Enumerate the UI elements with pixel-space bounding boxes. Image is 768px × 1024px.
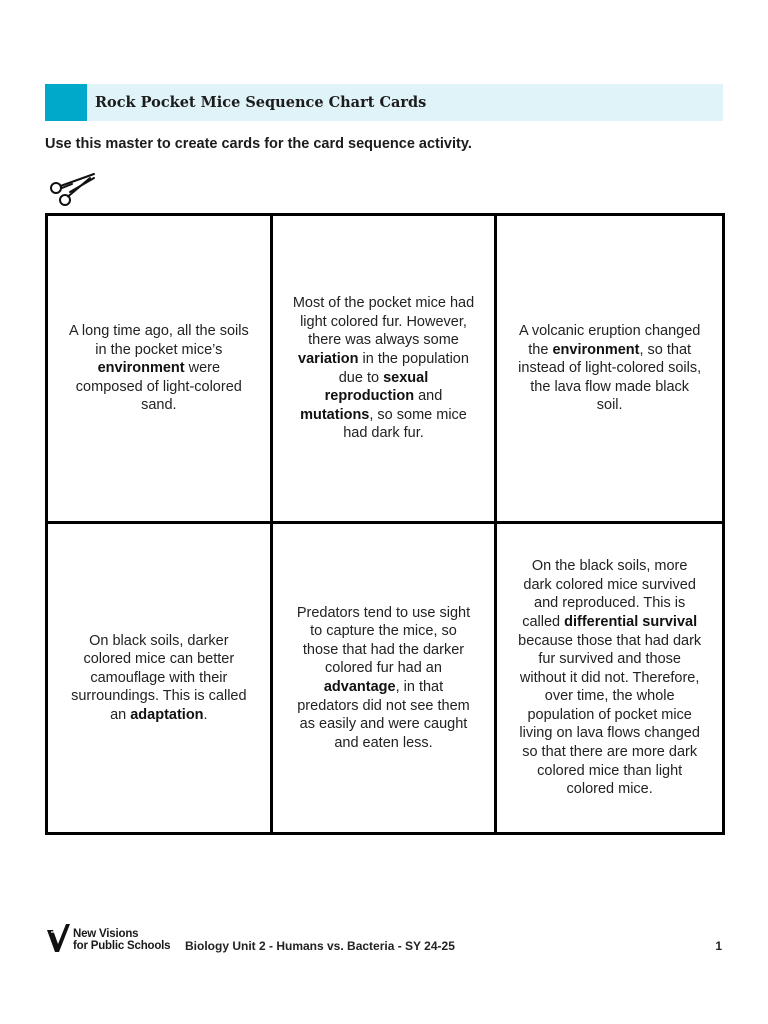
card-text-segment: , so that instead of light-colored soils, the lava flow made black soil. (518, 341, 702, 414)
card-text (293, 294, 475, 443)
card-keyword: mutations (300, 406, 370, 423)
card-text-segment: On black soils, darker colored mice can better camouflage with their surroundings. This is called an (71, 632, 247, 723)
card-text-segment: and (414, 388, 443, 405)
card-text-segment: A long time ago, all the soils in the pocket mice’s (68, 323, 249, 358)
card-text-segment: A volcanic eruption changed the (518, 323, 701, 358)
card-text-segment: were composed of light-colored sand. (75, 360, 242, 414)
footer-course-label: Biology Unit 2 - Humans vs. Bacteria - SY 24-25 (185, 939, 455, 953)
card-text-segment: . (203, 706, 208, 723)
instructions-text: Use this master to create cards for the card sequence activity. (45, 136, 472, 152)
title-bar (45, 84, 723, 121)
page-number: 1 (715, 939, 722, 953)
sequence-card-4 (48, 524, 273, 832)
card-text (293, 604, 475, 753)
card-keyword: environment (97, 360, 185, 377)
card-keyword: variation (298, 350, 359, 367)
card-text-segment: On the black soils, more dark colored mice survived and reproduced. This is called (522, 558, 696, 630)
scissors-icon (46, 166, 98, 208)
new-visions-logo (46, 924, 72, 952)
title-accent-block (45, 84, 87, 121)
card-keyword: advantage (323, 679, 396, 695)
card-keyword: environment (552, 341, 640, 358)
card-text (517, 322, 702, 415)
sequence-card-5 (273, 524, 498, 832)
footer-org-name (73, 928, 170, 952)
sequence-card-6 (497, 524, 722, 832)
sequence-card-1 (48, 216, 273, 524)
card-keyword: differential survival (564, 613, 698, 630)
footer-org-line2: for Public Schools (73, 940, 171, 952)
card-text (517, 557, 702, 799)
card-text-segment: because those that had dark fur survived and those without it did not. Therefore, over time, the whole population of pocket mice living on lava flows changed so that there are more dark colored mice than light colored mice. (518, 632, 702, 798)
card-text-segment: Predators tend to use sight to capture the mice, so those that had the darker colored fur had an (296, 604, 471, 677)
card-text (68, 632, 250, 725)
card-grid (45, 213, 725, 835)
card-text-segment: in the population due to (338, 350, 469, 386)
card-text (68, 322, 250, 415)
sequence-card-3 (497, 216, 722, 524)
card-text-segment: Most of the pocket mice had light colored fur. However, there was always some (292, 295, 475, 349)
card-keyword: adaptation (130, 706, 204, 723)
card-text-segment: , so some mice had dark fur. (343, 406, 467, 442)
card-keyword: sexual reproduction (324, 369, 429, 405)
page-title: Rock Pocket Mice Sequence Chart Cards (95, 94, 427, 111)
card-text-segment: , in that predators did not see them as easily and were caught and eaten less. (297, 679, 470, 751)
sequence-card-2 (273, 216, 498, 524)
footer-org-line1: New Visions (73, 928, 139, 940)
